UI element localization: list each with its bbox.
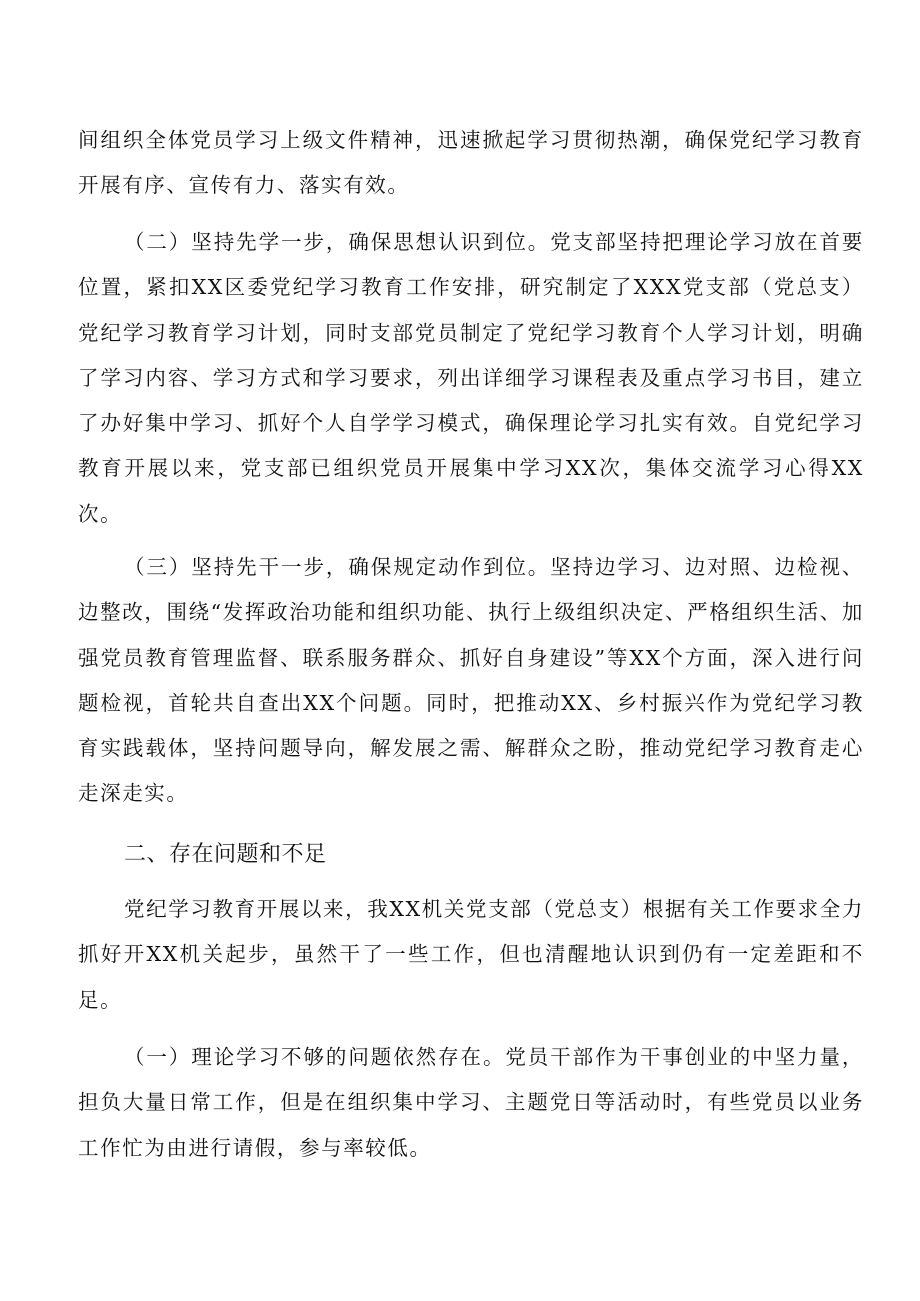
paragraph-problems-intro: 党纪学习教育开展以来，我XX机关党支部（党总支）根据有关工作要求全力抓好开XX机关起步，虽然干了一些工作，但也清醒地认识到仍有一定差距和不足。: [78, 897, 864, 1012]
paragraph-theory-study-issue: （一）理论学习不够的问题依然存在。党员干部作为干事创业的中坚力量，担负大量日常工作，但是在组织集中学习、主题党日等活动时，有些党员以业务工作忙为由进行请假，参与率较低。: [78, 1045, 864, 1160]
paragraph-continuation: 间组织全体党员学习上级文件精神，迅速掀起学习贯彻热潮，确保党纪学习教育开展有序、宣传有力、落实有效。: [78, 128, 864, 198]
section-heading: 二、存在问题和不足: [124, 842, 327, 867]
paragraph-act-first: （三）坚持先干一步，确保规定动作到位。坚持边学习、边对照、边检视、边整改，围绕“发挥政治功能和组织功能、执行上级组织决定、严格组织生活、加强党员教育管理监督、联系服务群众、抓好自身建设”等XX个方面，深入进行问题检视，首轮共自查出XX个问题。同时，把推动XX、乡村振兴作为党纪学习教育实践载体，坚持问题导向，解发展之需、解群众之盼，推动党纪学习教育走心走深走实。: [78, 555, 864, 806]
paragraph-study-first: （二）坚持先学一步，确保思想认识到位。党支部坚持把理论学习放在首要位置，紧扣XX区委党纪学习教育工作安排，研究制定了XXX党支部（党总支）党纪学习教育学习计划，同时支部党员制定了党纪学习教育个人学习计划，明确了学习内容、学习方式和学习要求，列出详细学习课程表及重点学习书目，建立了办好集中学习、抓好个人自学学习模式，确保理论学习扎实有效。自党纪学习教育开展以来，党支部已组织党员开展集中学习XX次，集体交流学习心得XX次。: [78, 230, 864, 526]
